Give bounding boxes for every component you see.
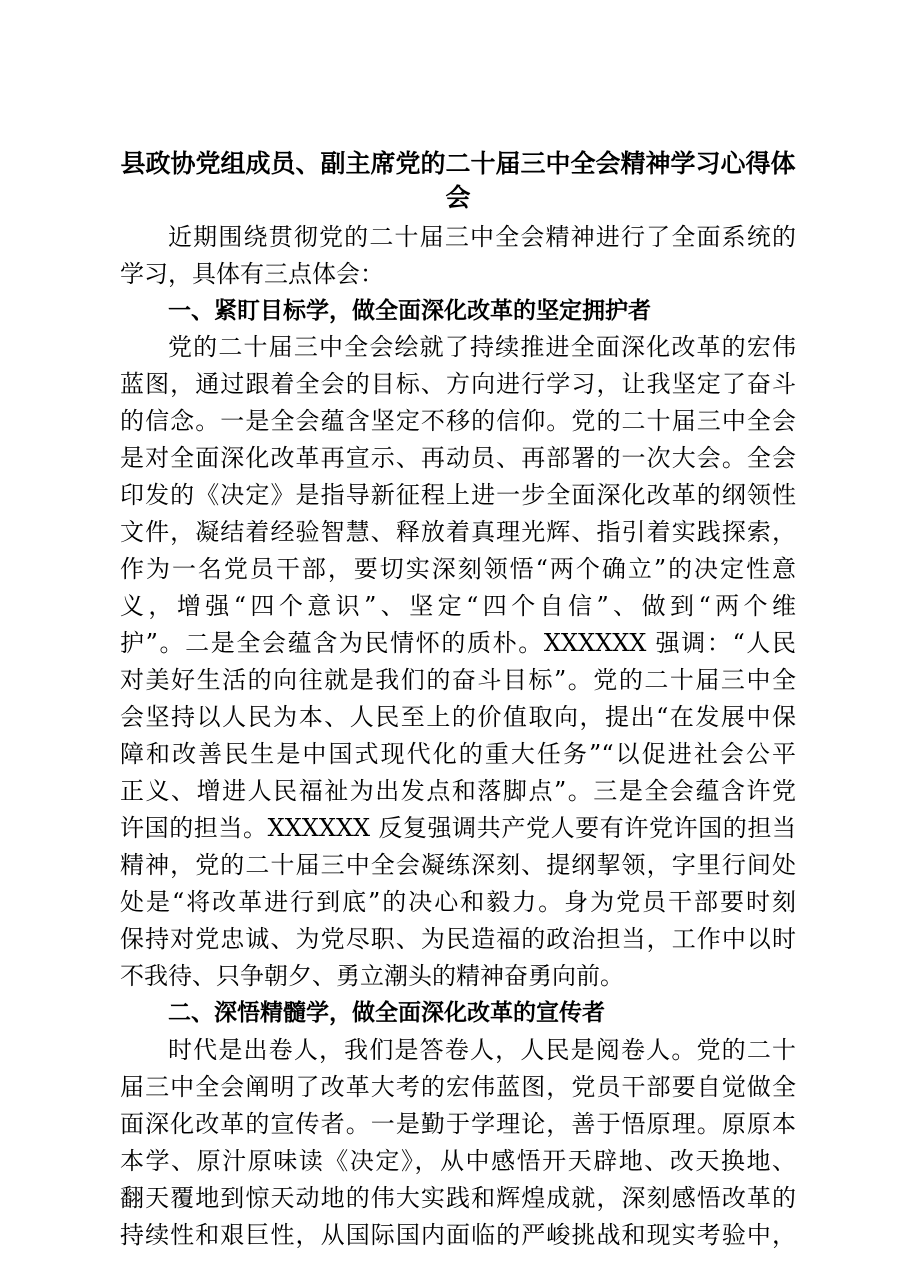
section-1-line: 处是“将改革进行到底”的决心和毅力。身为党员干部要时刻 bbox=[120, 888, 796, 916]
section-1-line: 不我待、只争朝夕、勇立潮头的精神奋勇向前。 bbox=[120, 962, 624, 990]
section-1-line: 精神，党的二十届三中全会凝练深刻、提纲挈领，字里行间处 bbox=[120, 851, 796, 879]
section-2-line: 翻天覆地到惊天动地的伟大实践和辉煌成就，深刻感悟改革的 bbox=[120, 1184, 796, 1212]
section-1-line: 作为一名党员干部，要切实深刻领悟“两个确立”的决定性意 bbox=[120, 555, 796, 583]
document-title bbox=[120, 147, 796, 215]
section-2-line: 届三中全会阐明了改革大考的宏伟蓝图，党员干部要自觉做全 bbox=[120, 1073, 796, 1101]
section-2-line: 面深化改革的宣传者。一是勤于学理论，善于悟原理。原原本 bbox=[120, 1110, 796, 1138]
section-1-line: 许国的担当。XXXXXX 反复强调共产党人要有许党许国的担当 bbox=[120, 814, 796, 842]
section-1-line: 对美好生活的向往就是我们的奋斗目标”。党的二十届三中全 bbox=[120, 666, 796, 694]
section-2-line: 时代是出卷人，我们是答卷人，人民是阅卷人。党的二十 bbox=[168, 1036, 796, 1064]
section-1-line: 正义、增进人民福祉为出发点和落脚点”。三是全会蕴含许党 bbox=[120, 777, 796, 805]
section-1-line: 党的二十届三中全会绘就了持续推进全面深化改革的宏伟 bbox=[168, 333, 796, 361]
section-1-line: 蓝图，通过跟着全会的目标、方向进行学习，让我坚定了奋斗 bbox=[120, 370, 796, 398]
section-2-line: 本学、原汁原味读《决定》，从中感悟开天辟地、改天换地、 bbox=[120, 1147, 796, 1175]
section-1-line: 印发的《决定》是指导新征程上进一步全面深化改革的纲领性 bbox=[120, 481, 796, 509]
section-1-line: 义，增强“四个意识”、坚定“四个自信”、做到“两个维 bbox=[120, 592, 796, 620]
title-line-1: 县政协党组成员、副主席党的二十届三中全会精神学习心得体 bbox=[120, 149, 796, 178]
section-1-line: 保持对党忠诚、为党尽职、为民造福的政治担当，工作中以时 bbox=[120, 925, 796, 953]
section-2-heading: 二、深悟精髓学，做全面深化改革的宣传者 bbox=[168, 1000, 605, 1026]
section-1-line: 护”。二是全会蕴含为民情怀的质朴。XXXXXX 强调：“人民 bbox=[120, 629, 796, 657]
intro-line-2: 学习，具体有三点体会： bbox=[120, 260, 384, 288]
section-1-line: 会坚持以人民为本、人民至上的价值取向，提出“在发展中保 bbox=[120, 703, 796, 731]
section-1-line: 是对全面深化改革再宣示、再动员、再部署的一次大会。全会 bbox=[120, 444, 796, 472]
section-1-line: 障和改善民生是中国式现代化的重大任务”“以促进社会公平 bbox=[120, 740, 796, 768]
intro-line-1: 近期围绕贯彻党的二十届三中全会精神进行了全面系统的 bbox=[168, 223, 796, 251]
title-line-2: 会 bbox=[445, 183, 471, 212]
section-1-line: 的信念。一是全会蕴含坚定不移的信仰。党的二十届三中全会 bbox=[120, 407, 796, 435]
section-1-line: 文件，凝结着经验智慧、释放着真理光辉、指引着实践探索， bbox=[120, 518, 796, 546]
section-1-heading: 一、紧盯目标学，做全面深化改革的坚定拥护者 bbox=[168, 298, 651, 324]
section-2-line: 持续性和艰巨性，从国际国内面临的严峻挑战和现实考验中， bbox=[120, 1221, 796, 1249]
